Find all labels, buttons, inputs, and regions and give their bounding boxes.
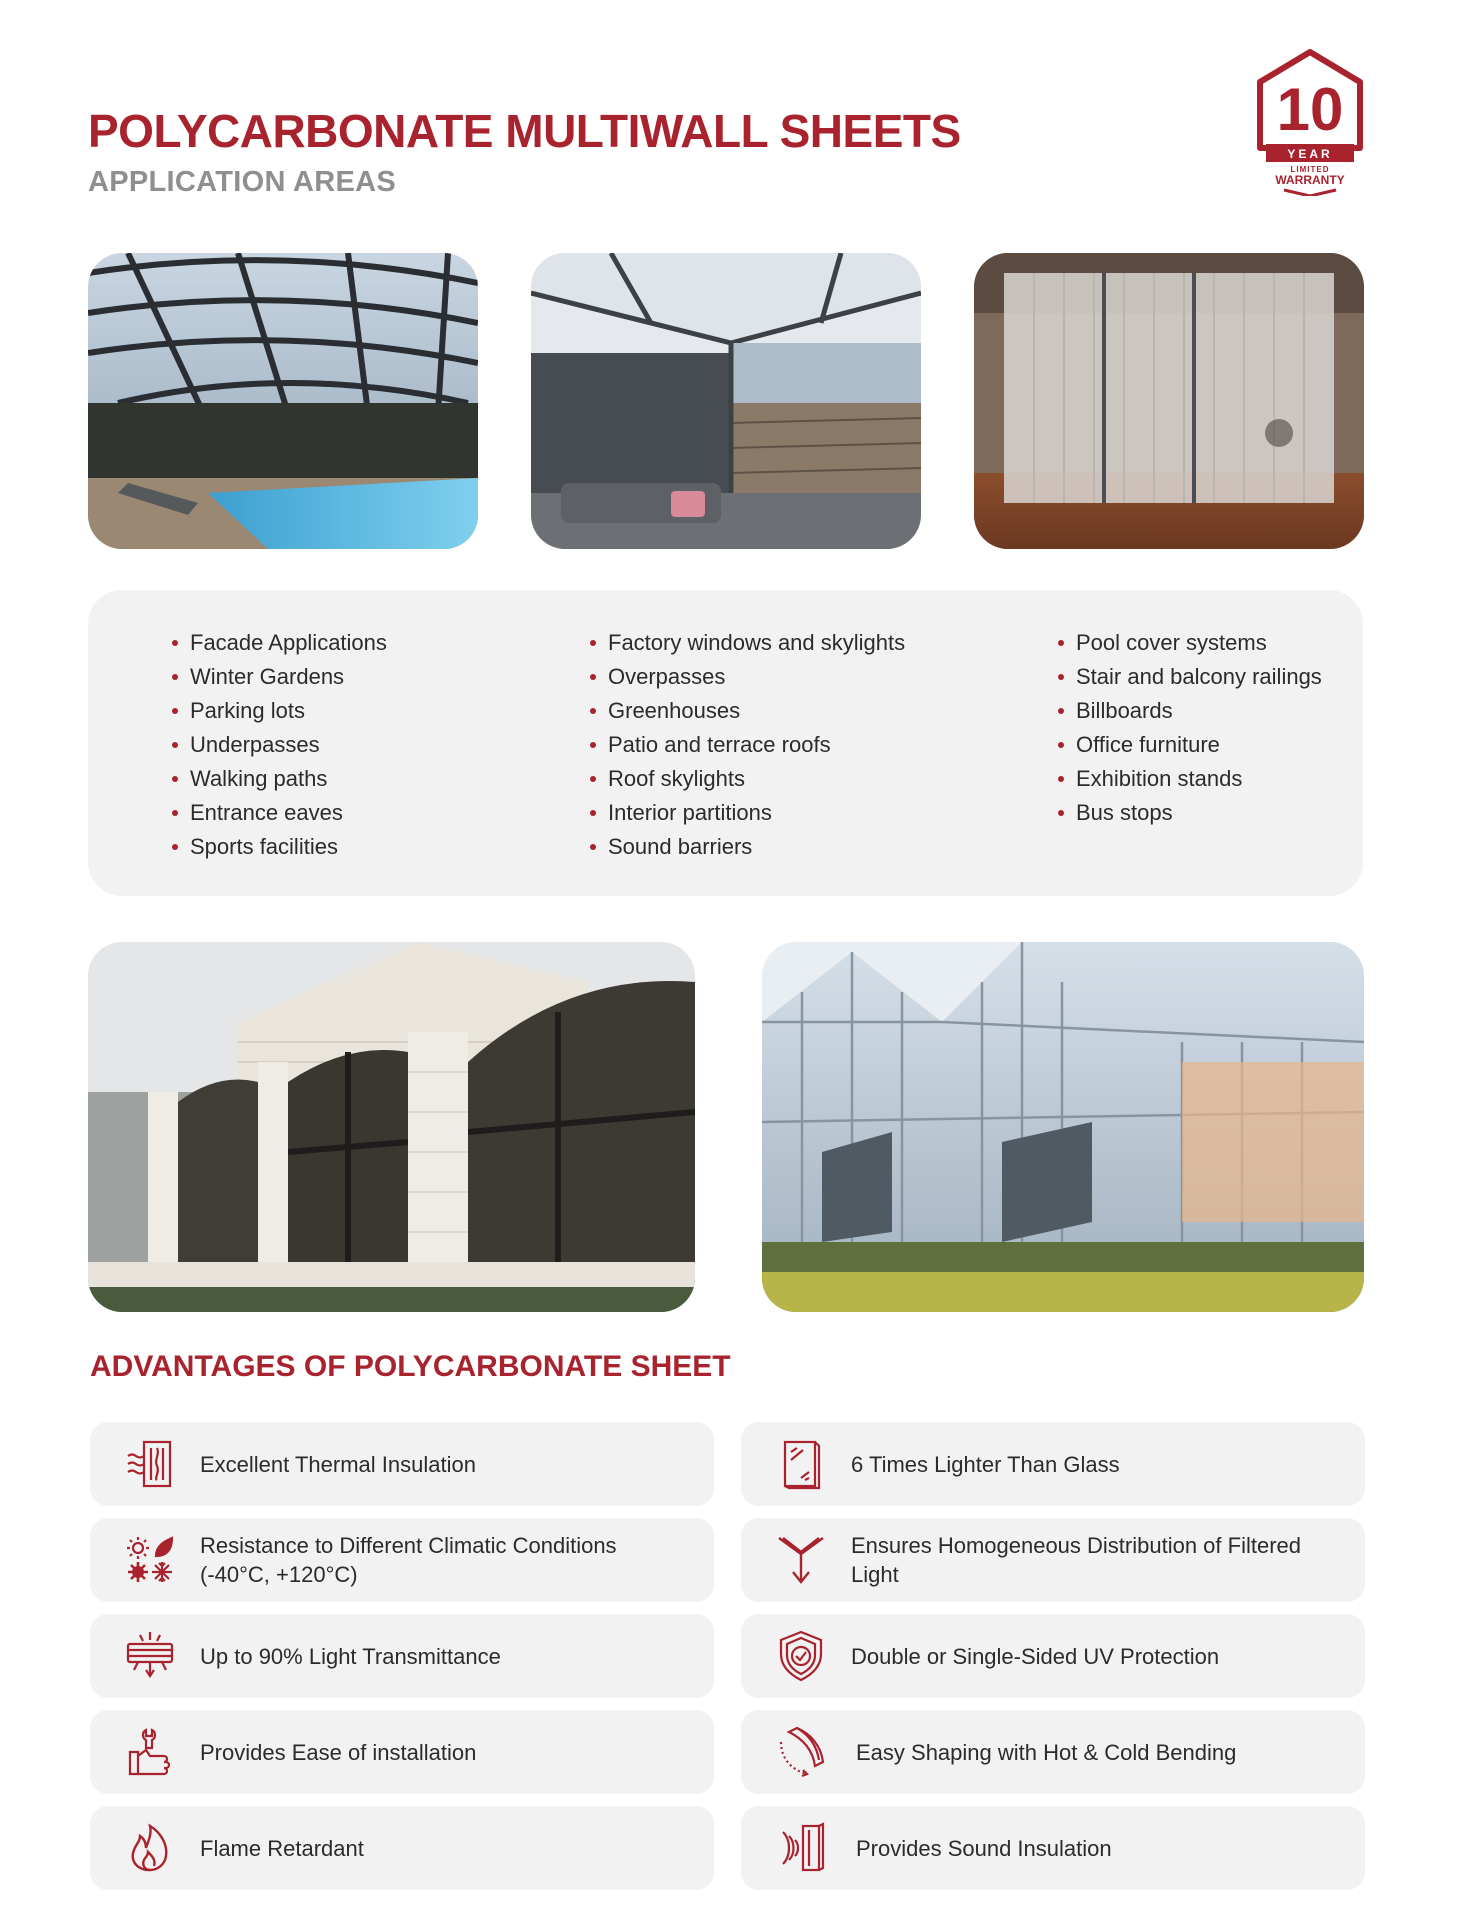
advantage-label: Resistance to Different Climatic Conditions (-40°C, +120°C) (200, 1533, 617, 1587)
list-item: Sports facilities (172, 830, 387, 864)
photo-fence-panels (88, 942, 695, 1312)
applications-column-3 (1058, 626, 1322, 830)
flame-icon (124, 1822, 176, 1874)
advantage-label: Provides Ease of installation (200, 1739, 477, 1765)
advantage-label: Flame Retardant (200, 1835, 364, 1861)
bending-icon (775, 1726, 827, 1778)
applications-column-2 (590, 626, 905, 864)
warranty-badge (1256, 48, 1364, 196)
advantage-label: Double or Single-Sided UV Protection (851, 1643, 1220, 1669)
lightweight-panel-icon (775, 1438, 827, 1490)
thermal-insulation-icon (124, 1438, 176, 1490)
advantage-card (741, 1518, 1365, 1602)
light-transmittance-icon (124, 1630, 176, 1682)
list-item: Entrance eaves (172, 796, 387, 830)
advantage-card (90, 1710, 714, 1794)
badge-warranty: WARRANTY (1275, 173, 1345, 187)
photo-patio-roof (531, 253, 921, 549)
list-item: Underpasses (172, 728, 387, 762)
list-item: Office furniture (1058, 728, 1322, 762)
advantages-title: ADVANTAGES OF POLYCARBONATE SHEET (90, 1350, 731, 1383)
advantage-card (741, 1422, 1365, 1506)
list-item: Walking paths (172, 762, 387, 796)
warranty-badge-icon (1256, 48, 1364, 196)
list-item: Pool cover systems (1058, 626, 1322, 660)
page-subtitle: APPLICATION AREAS (88, 166, 396, 198)
advantage-card (741, 1710, 1365, 1794)
photo-greenhouse (762, 942, 1364, 1312)
badge-number: 10 (1276, 76, 1344, 143)
list-item: Parking lots (172, 694, 387, 728)
list-item: Greenhouses (590, 694, 905, 728)
photo-interior-partitions (974, 253, 1364, 549)
applications-panel (88, 590, 1363, 896)
list-item: Roof skylights (590, 762, 905, 796)
installation-icon (124, 1726, 176, 1778)
advantage-label: 6 Times Lighter Than Glass (851, 1451, 1120, 1477)
list-item: Interior partitions (590, 796, 905, 830)
badge-year: YEAR (1287, 147, 1333, 161)
list-item: Stair and balcony railings (1058, 660, 1322, 694)
photo-pool-enclosure (88, 253, 478, 549)
applications-column-1 (172, 626, 387, 864)
advantage-label: Ensures Homogeneous Distribution of Filtered Light (851, 1533, 1302, 1587)
sound-insulation-icon (775, 1822, 827, 1874)
advantage-card (741, 1614, 1365, 1698)
list-item: Billboards (1058, 694, 1322, 728)
page-title: POLYCARBONATE MULTIWALL SHEETS (88, 105, 961, 157)
list-item: Facade Applications (172, 626, 387, 660)
list-item: Bus stops (1058, 796, 1322, 830)
list-item: Patio and terrace roofs (590, 728, 905, 762)
advantage-card (90, 1806, 714, 1890)
list-item: Winter Gardens (172, 660, 387, 694)
climate-icon (124, 1534, 176, 1586)
list-item: Exhibition stands (1058, 762, 1322, 796)
advantage-card (90, 1518, 714, 1602)
light-distribution-icon (775, 1534, 827, 1586)
advantage-card (90, 1614, 714, 1698)
advantage-card (90, 1422, 714, 1506)
advantage-label: Provides Sound Insulation (856, 1835, 1112, 1861)
list-item: Overpasses (590, 660, 905, 694)
advantage-label: Easy Shaping with Hot & Cold Bending (856, 1739, 1237, 1765)
advantage-label: Up to 90% Light Transmittance (200, 1643, 501, 1669)
advantage-card (741, 1806, 1365, 1890)
badge-limited: LIMITED (1290, 165, 1330, 174)
list-item: Sound barriers (590, 830, 905, 864)
uv-shield-icon (775, 1630, 827, 1682)
advantage-label: Excellent Thermal Insulation (200, 1451, 476, 1477)
list-item: Factory windows and skylights (590, 626, 905, 660)
